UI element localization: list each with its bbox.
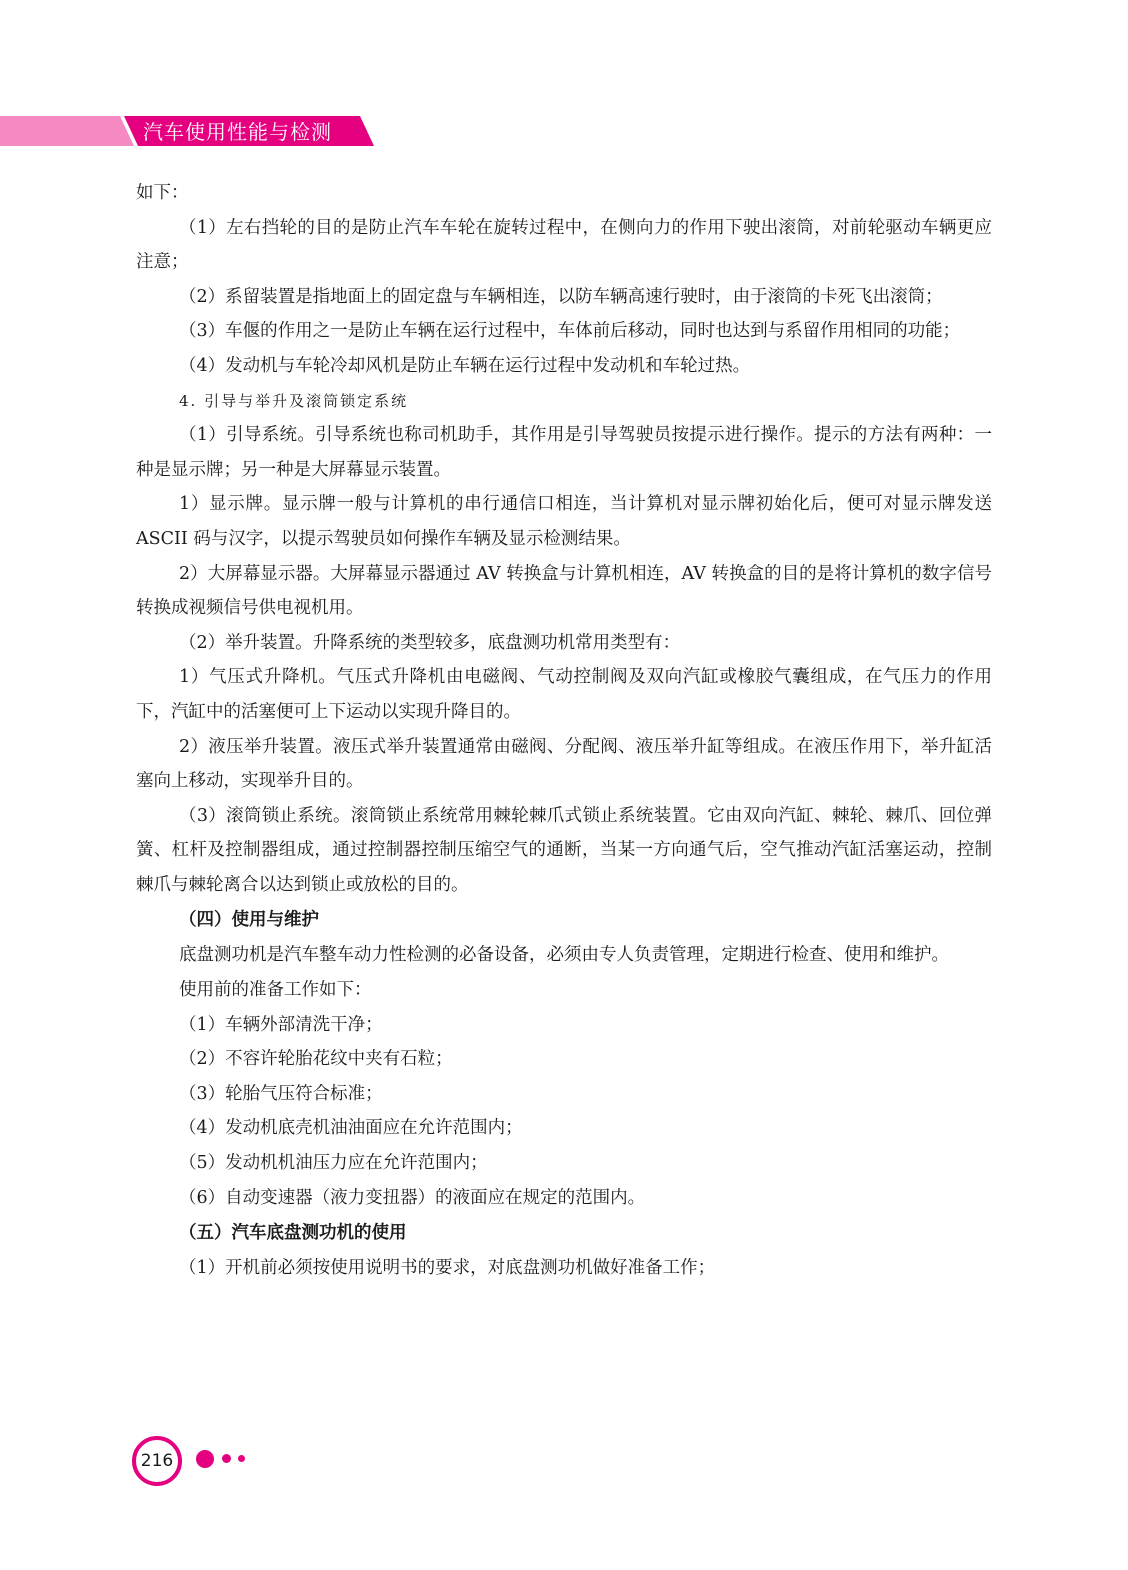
paragraph: 使用前的准备工作如下： — [179, 980, 372, 1001]
list-item: （3）车偃的作用之一是防止车辆在运行过程中，车体前后移动，同时也达到与系留作用相同的功能； — [179, 321, 961, 342]
list-item: （4）发动机与车轮冷却风机是防止车辆在运行过程中发动机和车轮过热。 — [179, 355, 751, 376]
decorative-dot-medium — [222, 1454, 231, 1463]
list-item: （3）轮胎气压符合标准； — [179, 1083, 383, 1104]
paragraph: （1）引导系统。引导系统也称司机助手，其作用是引导驾驶员按提示进行操作。提示的方法有两种：一种是显示牌；另一种是大屏幕显示装置。 — [136, 425, 992, 480]
page-number: 216 — [140, 1451, 174, 1471]
page-footer — [132, 1436, 262, 1486]
list-item: （1）左右挡轮的目的是防止汽车车轮在旋转过程中，在侧向力的作用下驶出滚筒，对前轮驱动车辆更应注意； — [136, 217, 992, 273]
paragraph: （2）举升装置。升降系统的类型较多，底盘测功机常用类型有： — [179, 632, 681, 653]
subsection-heading: 4. 引导与举升及滚筒锁定系统 — [179, 391, 409, 410]
decorative-dot-small — [238, 1455, 245, 1462]
list-item: （2）系留装置是指地面上的固定盘与车辆相连，以防车辆高速行驶时，由于滚筒的卡死飞出滚筒； — [179, 286, 943, 307]
list-item: （2）不容许轮胎花纹中夹有石粒； — [179, 1049, 453, 1070]
paragraph: 1）显示牌。显示牌一般与计算机的串行通信口相连，当计算机对显示牌初始化后，便可对显示牌发送 ASCII 码与汉字，以提示驾驶员如何操作车辆及显示检测结果。 — [136, 494, 992, 549]
list-item: （4）发动机底壳机油油面应在允许范围内； — [179, 1118, 523, 1139]
paragraph: 2）大屏幕显示器。大屏幕显示器通过 AV 转换盒与计算机相连，AV 转换盒的目的是将计算机的数字信号转换成视频信号供电视机用。 — [136, 563, 992, 619]
paragraph-continuation: 如下： — [136, 183, 189, 203]
list-item: （6）自动变速器（液力变扭器）的液面应在规定的范围内。 — [179, 1187, 646, 1208]
section-heading: （五）汽车底盘测功机的使用 — [179, 1223, 407, 1244]
page-body — [136, 176, 992, 1286]
list-item: （1）开机前必须按使用说明书的要求，对底盘测功机做好准备工作； — [179, 1258, 716, 1279]
list-item: （5）发动机机油压力应在允许范围内； — [179, 1153, 488, 1174]
paragraph: （3）滚筒锁止系统。滚筒锁止系统常用棘轮棘爪式锁止系统装置。它由双向汽缸、棘轮、棘爪、回位弹簧、杠杆及控制器组成，通过控制器控制压缩空气的通断，当某一方向通气后，空气推动汽缸活塞运动，控制棘爪与棘轮离合以达到锁止或放松的目的。 — [136, 805, 992, 895]
section-heading: （四）使用与维护 — [179, 910, 319, 931]
paragraph: 2）液压举升装置。液压式举升装置通常由磁阀、分配阀、液压举升缸等组成。在液压作用下，举升缸活塞向上移动，实现举升目的。 — [136, 736, 992, 792]
list-item: （1）车辆外部清洗干净； — [179, 1014, 383, 1035]
decorative-dot-large — [196, 1450, 214, 1468]
paragraph: 底盘测功机是汽车整车动力性检测的必备设备，必须由专人负责管理，定期进行检查、使用和维护。 — [179, 945, 949, 966]
paragraph: 1）气压式升降机。气压式升降机由电磁阀、气动控制阀及双向汽缸或橡胶气囊组成，在气压力的作用下，汽缸中的活塞便可上下运动以实现升降目的。 — [136, 667, 992, 722]
running-header-title: 汽车使用性能与检测 — [143, 120, 332, 144]
